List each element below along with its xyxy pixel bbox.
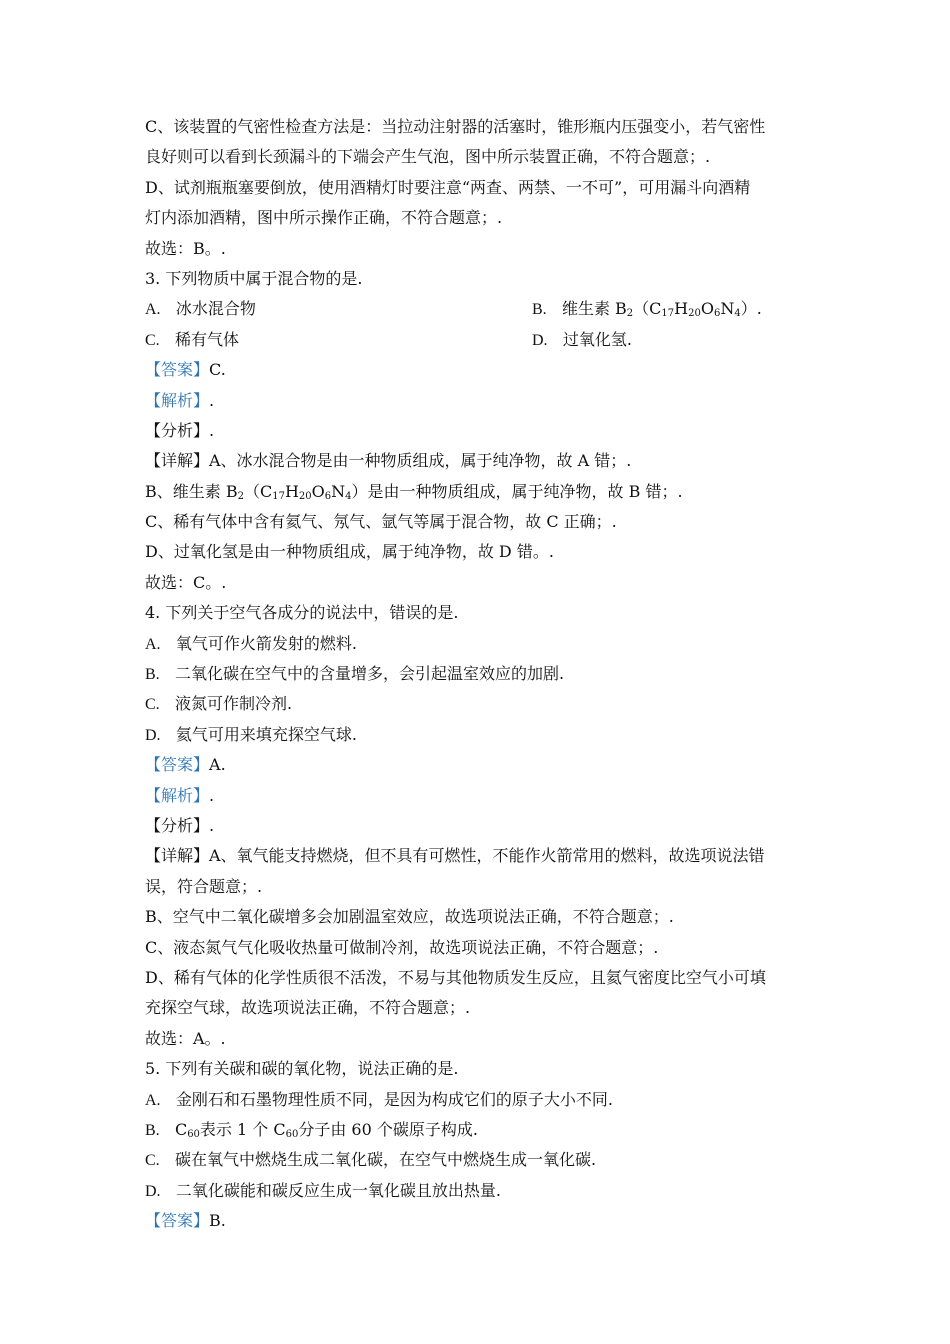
q3-option-d — [532, 325, 810, 355]
answer-value: C. — [209, 360, 226, 380]
q4-answer — [145, 750, 810, 780]
q4-detail-a-line2: 误，符合题意；. — [145, 876, 263, 896]
q3-detail-d: D、过氧化氢是由一种物质组成，属于纯净物，故 D 错。. — [145, 542, 554, 562]
q5-option-b: B. $C_{60}$表示 1 个 $C_{60}$分子由 60 个碳原子构成. — [145, 1119, 478, 1140]
q5-option-d: D. 二氧化碳能和碳反应生成一氧化碳且放出热量. — [145, 1180, 501, 1200]
q3-detail-a: 【详解】A、冰水混合物是由一种物质组成，属于纯净物，故 A 错；. — [145, 451, 632, 471]
option-label: B. — [532, 301, 547, 319]
q3-option-c — [145, 325, 532, 355]
answer-tag: 【答案】 — [145, 360, 210, 380]
q3-stem: 3. 下列物质中属于混合物的是. — [145, 268, 363, 288]
answer-value: A. — [209, 755, 226, 775]
answer-value: B. — [209, 1211, 226, 1231]
option-text: 维生素 $B_2(C_{17}H_{20}O_6N_4)$. — [561, 299, 762, 320]
q4-conclusion: 故选：A。. — [145, 1028, 226, 1048]
q3-option-b — [532, 294, 810, 324]
q5-answer — [145, 1206, 810, 1236]
q3-option-a — [145, 294, 532, 324]
q5-option-a: A. 金刚石和石墨物理性质不同，是因为构成它们的原子大小不同. — [145, 1089, 613, 1109]
q2-option-d-explanation-line2: 灯内添加酒精，图中所示操作正确，不符合题意；. — [145, 208, 503, 228]
option-label: A. — [145, 301, 161, 319]
q3-options-row2 — [145, 325, 810, 355]
q4-option-d: D. 氦气可用来填充探空气球. — [145, 724, 357, 744]
q4-detail-c: C、液态氮气气化吸收热量可做制冷剂，故选项说法正确，不符合题意；. — [145, 937, 659, 957]
q3-conclusion: 故选：C。. — [145, 572, 227, 592]
q4-detail-b: B、空气中二氧化碳增多会加剧温室效应，故选项说法正确，不符合题意；. — [145, 907, 674, 927]
q3-options-row1 — [145, 294, 810, 324]
q3-detail-c: C、稀有气体中含有氦气、氖气、氩气等属于混合物，故 C 正确；. — [145, 512, 617, 532]
option-text: 冰水混合物 — [175, 299, 256, 319]
q2-option-c-explanation-line1: C、该装置的气密性检查方法是：当拉动注射器的活塞时，锥形瓶内压强变小，若气密性 — [145, 117, 766, 136]
option-text: 过氧化氢. — [562, 329, 632, 349]
answer-tag: 【答案】 — [145, 1211, 210, 1231]
q4-stem: 4. 下列关于空气各成分的说法中，错误的是. — [145, 603, 459, 623]
q3-analysis: 【解析】. — [145, 390, 215, 410]
option-label: C. — [145, 331, 160, 349]
answer-tag: 【答案】 — [145, 755, 210, 775]
q4-option-c: C. 液氮可作制冷剂. — [145, 694, 293, 714]
q4-detail-d-line1: D、稀有气体的化学性质很不活泼，不易与其他物质发生反应，且氦气密度比空气小可填 — [145, 967, 766, 987]
q5-option-c: C. 碳在氧气中燃烧生成二氧化碳，在空气中燃烧生成一氧化碳. — [145, 1150, 597, 1170]
q2-option-d-explanation-line1: D、试剂瓶瓶塞要倒放，使用酒精灯时要注意“两查、两禁、一不可”，可用漏斗向酒精 — [145, 177, 751, 197]
analysis-tag: 【解析】 — [145, 785, 210, 805]
q3-detail-b: B、维生素 $B_2(C_{17}H_{20}O_6N_4)$是由一种物质组成，属于纯净物，故 B 错；. — [145, 481, 683, 502]
document-page — [145, 112, 810, 1236]
q4-fenxi: 【分析】. — [145, 815, 215, 835]
q4-option-a: A. 氧气可作火箭发射的燃料. — [145, 633, 357, 653]
analysis-tag: 【解析】 — [145, 390, 210, 410]
q4-detail-a-line1: 【详解】A、氧气能支持燃烧，但不具有可燃性，不能作火箭常用的燃料，故选项说法错 — [145, 846, 765, 866]
q5-stem: 5. 下列有关碳和碳的氧化物，说法正确的是. — [145, 1059, 459, 1079]
q3-fenxi: 【分析】. — [145, 420, 215, 440]
q4-analysis: 【解析】. — [145, 785, 215, 805]
q4-detail-d-line2: 充探空气球，故选项说法正确，不符合题意；. — [145, 998, 471, 1018]
option-text: 稀有气体 — [174, 329, 239, 349]
q3-answer — [145, 355, 810, 385]
q2-conclusion: 故选：B。. — [145, 238, 226, 258]
q2-option-c-explanation-line2: 良好则可以看到长颈漏斗的下端会产生气泡，图中所示装置正确，不符合题意；. — [145, 147, 711, 167]
option-label: D. — [532, 331, 548, 349]
q4-option-b: B. 二氧化碳在空气中的含量增多，会引起温室效应的加剧. — [145, 664, 565, 684]
